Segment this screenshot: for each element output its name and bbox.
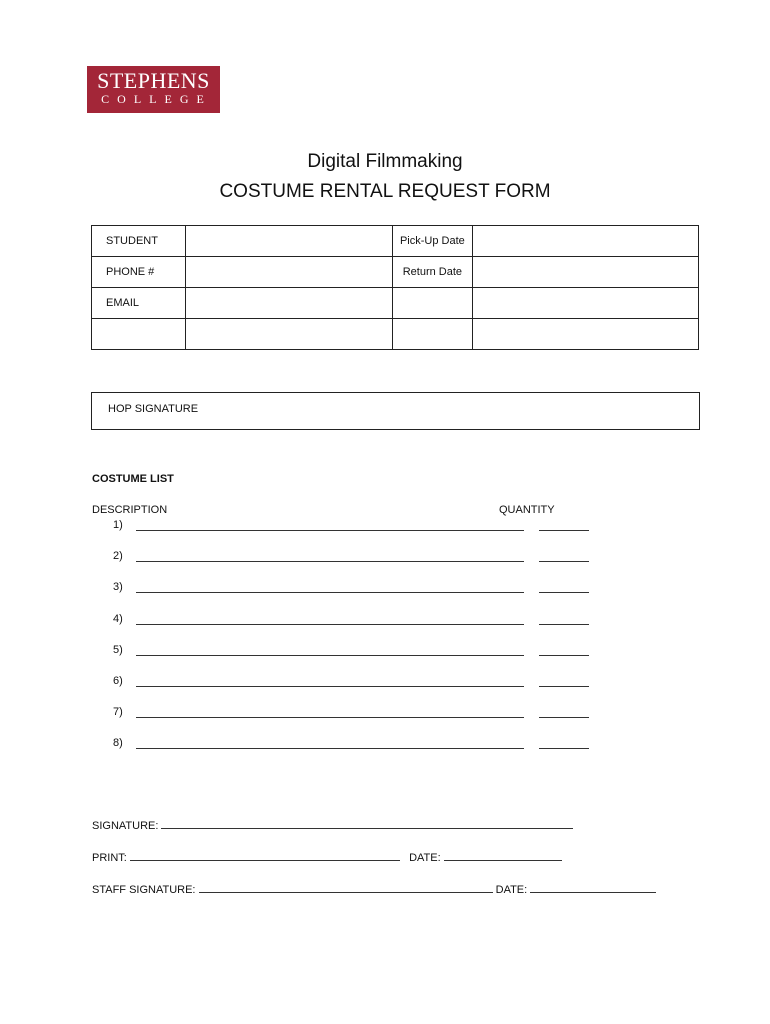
student-field[interactable] — [186, 226, 392, 257]
costume-row — [0, 644, 770, 660]
print-label: PRINT: — [92, 852, 127, 864]
date-label: DATE: — [409, 852, 441, 864]
student-label: STUDENT — [92, 226, 186, 257]
costume-row — [0, 737, 770, 753]
staff-date-label: DATE: — [495, 884, 528, 896]
print-line[interactable] — [130, 849, 400, 861]
row-number: 5) — [113, 644, 123, 656]
logo-line-2: COLLEGE — [101, 92, 212, 106]
description-line[interactable] — [136, 592, 524, 593]
email-label: EMAIL — [92, 288, 186, 319]
blank-cell[interactable] — [392, 288, 473, 319]
blank-cell[interactable] — [392, 319, 473, 350]
costume-row — [0, 613, 770, 629]
row-number: 4) — [113, 613, 123, 625]
description-line[interactable] — [136, 655, 524, 656]
blank-cell[interactable] — [473, 288, 699, 319]
costume-row — [0, 550, 770, 566]
description-line[interactable] — [136, 686, 524, 687]
costume-row — [0, 675, 770, 691]
quantity-line[interactable] — [539, 530, 589, 531]
phone-label: PHONE # — [92, 257, 186, 288]
logo-line-1: STEPHENS — [97, 68, 210, 93]
form-subtitle: COSTUME RENTAL REQUEST FORM — [219, 181, 551, 202]
email-field[interactable] — [186, 288, 392, 319]
row-number: 3) — [113, 581, 123, 593]
quantity-line[interactable] — [539, 592, 589, 593]
quantity-line[interactable] — [539, 561, 589, 562]
print-row — [92, 849, 562, 864]
row-number: 7) — [113, 706, 123, 718]
blank-cell[interactable] — [186, 319, 392, 350]
phone-field[interactable] — [186, 257, 392, 288]
description-line[interactable] — [136, 717, 524, 718]
row-number: 1) — [113, 519, 123, 531]
form-title: Digital Filmmaking — [307, 151, 463, 172]
description-header: DESCRIPTION — [92, 504, 168, 516]
description-line[interactable] — [136, 624, 524, 625]
costume-list-title: COSTUME LIST — [92, 473, 174, 485]
return-date-field[interactable] — [473, 257, 699, 288]
signature-label: SIGNATURE: — [92, 820, 159, 832]
quantity-line[interactable] — [539, 624, 589, 625]
row-number: 8) — [113, 737, 123, 749]
costume-row — [0, 519, 770, 535]
quantity-line[interactable] — [539, 686, 589, 687]
description-line[interactable] — [136, 748, 524, 749]
costume-row — [0, 706, 770, 722]
pickup-date-label: Pick-Up Date — [392, 226, 473, 257]
row-number: 2) — [113, 550, 123, 562]
staff-signature-row — [92, 881, 656, 896]
description-line[interactable] — [136, 561, 524, 562]
stephens-college-logo — [87, 66, 220, 113]
staff-date-line[interactable] — [530, 881, 656, 893]
pickup-date-field[interactable] — [473, 226, 699, 257]
date-line[interactable] — [444, 849, 562, 861]
hop-signature-box[interactable] — [91, 392, 700, 430]
quantity-line[interactable] — [539, 655, 589, 656]
staff-signature-line[interactable] — [199, 881, 493, 893]
row-number: 6) — [113, 675, 123, 687]
costume-row — [0, 581, 770, 597]
student-info-table — [91, 225, 699, 350]
signature-line[interactable] — [161, 817, 573, 829]
quantity-header: QUANTITY — [499, 504, 555, 516]
quantity-line[interactable] — [539, 717, 589, 718]
blank-cell[interactable] — [473, 319, 699, 350]
blank-cell[interactable] — [92, 319, 186, 350]
hop-signature-label: HOP SIGNATURE — [108, 403, 199, 415]
quantity-line[interactable] — [539, 748, 589, 749]
return-date-label: Return Date — [392, 257, 473, 288]
staff-signature-label: STAFF SIGNATURE: — [92, 884, 196, 896]
signature-row — [92, 817, 573, 832]
description-line[interactable] — [136, 530, 524, 531]
